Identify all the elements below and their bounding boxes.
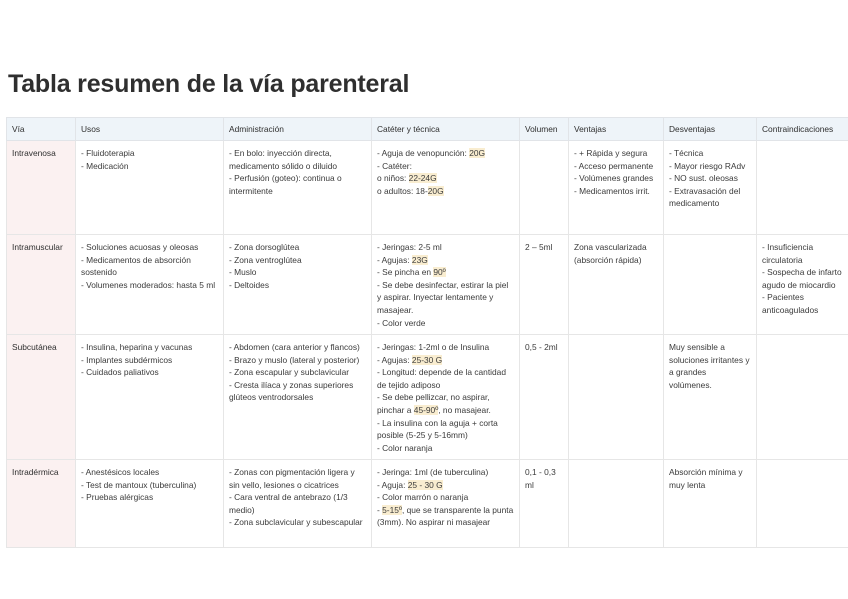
cell-line: - Longitud: depende de la cantidad de tejido adiposo <box>377 367 506 390</box>
cell-line: - Color verde <box>377 317 426 328</box>
cell-line: - Jeringas: 2-5 ml <box>377 242 442 252</box>
cell-line: - Se debe desinfectar, estirar la piel y aspirar. Inyectar lentamente y masajear. <box>377 279 509 315</box>
cell-line: - Aguja: 25 - 30 G <box>377 479 443 490</box>
cell-cateter <box>372 235 520 335</box>
cell-line: - Muslo <box>229 267 257 278</box>
cell-line: - Se debe pellizcar, no aspirar, pinchar a 45-90º, no masajear. <box>377 392 491 415</box>
cell-line: - Catéter: <box>377 160 412 171</box>
cell-line: - Zonas con pigmentación ligera y sin vello, lesiones o cicatrices <box>229 467 355 490</box>
cell-line: Zona vascularizada (absorción rápida) <box>574 242 647 265</box>
table-row <box>7 460 848 548</box>
cell-administracion <box>224 235 372 335</box>
table-row <box>7 141 848 235</box>
cell-line: - Deltoides <box>229 279 270 290</box>
cell-line: - En bolo: inyección directa, medicamento sólido o diluido <box>229 148 338 171</box>
cell-line: - Zona dorsoglútea <box>229 242 300 252</box>
cell-cateter <box>372 460 520 548</box>
cell-line: - Zona ventroglútea <box>229 254 302 265</box>
cell-volumen <box>520 460 569 548</box>
cell-line: - La insulina con la aguja + corta posible (5-25 y 5-16mm) <box>377 417 498 441</box>
cell-line: - Color marrón o naranja <box>377 492 469 503</box>
summary-table <box>6 117 848 548</box>
header-volumen: Volumen <box>520 118 569 141</box>
cell-line: - Agujas: 23G <box>377 254 428 265</box>
cell-line: - + Rápida y segura <box>574 148 648 158</box>
cell-ventajas <box>569 335 664 460</box>
cell-volumen <box>520 141 569 235</box>
cell-contraindicaciones <box>757 141 848 235</box>
cell-usos <box>76 460 224 548</box>
cell-cateter <box>372 141 520 235</box>
cell-line: - Volumenes moderados: hasta 5 ml <box>81 279 216 290</box>
cell-administracion <box>224 141 372 235</box>
header-administracion: Administración <box>224 118 372 141</box>
cell-line: - Aguja de venopunción: 20G <box>377 148 486 158</box>
cell-line: 0,1 - 0,3 ml <box>525 467 556 490</box>
cell-line: - Mayor riesgo RAdv <box>669 160 746 171</box>
cell-contraindicaciones <box>757 335 848 460</box>
cell-line: - Sospecha de infarto agudo de miocardio <box>762 267 842 290</box>
header-contraindicaciones: Contraindicaciones <box>757 118 848 141</box>
cell-line: - Medicamentos irrit. <box>574 185 650 196</box>
cell-ventajas <box>569 460 664 548</box>
cell-contraindicaciones <box>757 235 848 335</box>
cell-administracion <box>224 335 372 460</box>
row-via: Intramuscular <box>7 235 76 335</box>
cell-line: - Medicamentos de absorción sostenido <box>81 254 191 278</box>
header-ventajas: Ventajas <box>569 118 664 141</box>
cell-line: - Volúmenes grandes <box>574 173 654 184</box>
cell-line: o niños: 22-24G <box>377 173 437 184</box>
cell-line: - Cresta ilíaca y zonas superiores glúteos ventrodorsales <box>229 379 354 403</box>
cell-line: - Cuidados paliativos <box>81 367 159 378</box>
cell-administracion <box>224 460 372 548</box>
cell-line: - Soluciones acuosas y oleosas <box>81 242 199 252</box>
header-usos: Usos <box>76 118 224 141</box>
cell-desventajas <box>664 235 757 335</box>
header-cateter: Catéter y técnica <box>372 118 520 141</box>
cell-line: - Insulina, heparina y vacunas <box>81 342 193 352</box>
cell-line: - Técnica <box>669 148 704 158</box>
cell-line: - NO sust. oleosas <box>669 173 738 184</box>
cell-line: 2 – 5ml <box>525 242 553 252</box>
cell-line: - Cara ventral de antebrazo (1/3 medio) <box>229 492 348 515</box>
cell-line: - Color naranja <box>377 442 433 453</box>
row-via: Intradérmica <box>7 460 76 548</box>
cell-line: - Anestésicos locales <box>81 467 160 477</box>
cell-line: - Fluidoterapia <box>81 148 135 158</box>
cell-ventajas <box>569 235 664 335</box>
header-desventajas: Desventajas <box>664 118 757 141</box>
cell-line: - Brazo y muslo (lateral y posterior) <box>229 354 360 365</box>
page-title: Tabla resumen de la vía parenteral <box>8 70 410 98</box>
cell-line: - 5-15º, que se transparente la punta (3mm). No aspirar ni masajear <box>377 504 514 528</box>
cell-contraindicaciones <box>757 460 848 548</box>
cell-line: - Zona escapular y subclavicular <box>229 367 350 378</box>
cell-line: - Se pincha en 90º <box>377 267 446 278</box>
cell-line: - Implantes subdérmicos <box>81 354 173 365</box>
cell-line: - Insuficiencia circulatoria <box>762 242 814 265</box>
cell-volumen <box>520 335 569 460</box>
cell-line: - Zona subclavicular y subescapular <box>229 517 363 528</box>
cell-line: - Agujas: 25-30 G <box>377 354 443 365</box>
row-via: Subcutánea <box>7 335 76 460</box>
cell-usos <box>76 141 224 235</box>
table-row <box>7 235 848 335</box>
cell-line: - Test de mantoux (tuberculina) <box>81 479 197 490</box>
cell-line: 0,5 - 2ml <box>525 342 558 352</box>
cell-line: - Medicación <box>81 160 129 171</box>
cell-volumen <box>520 235 569 335</box>
cell-cateter <box>372 335 520 460</box>
cell-desventajas <box>664 335 757 460</box>
table-row <box>7 335 848 460</box>
cell-line: - Jeringa: 1ml (de tuberculina) <box>377 467 489 477</box>
cell-line: - Acceso permanente <box>574 160 654 171</box>
cell-desventajas <box>664 460 757 548</box>
header-via: Vía <box>7 118 76 141</box>
cell-desventajas <box>664 141 757 235</box>
cell-line: - Abdomen (cara anterior y flancos) <box>229 342 360 352</box>
cell-usos <box>76 235 224 335</box>
cell-line: o adultos: 18-20G <box>377 185 444 196</box>
cell-line: Absorción mínima y muy lenta <box>669 467 743 490</box>
cell-usos <box>76 335 224 460</box>
cell-line: - Pacientes anticoagulados <box>762 292 819 315</box>
cell-line: - Jeringas: 1-2ml o de Insulina <box>377 342 490 352</box>
row-via: Intravenosa <box>7 141 76 235</box>
cell-line: - Pruebas alérgicas <box>81 492 154 503</box>
cell-ventajas <box>569 141 664 235</box>
cell-line: - Extravasación del medicamento <box>669 185 741 209</box>
table-header-row <box>7 118 848 141</box>
cell-line: - Perfusión (goteo): continua o intermitente <box>229 173 342 196</box>
cell-line: Muy sensible a soluciones irritantes y a grandes volúmenes. <box>669 342 750 390</box>
